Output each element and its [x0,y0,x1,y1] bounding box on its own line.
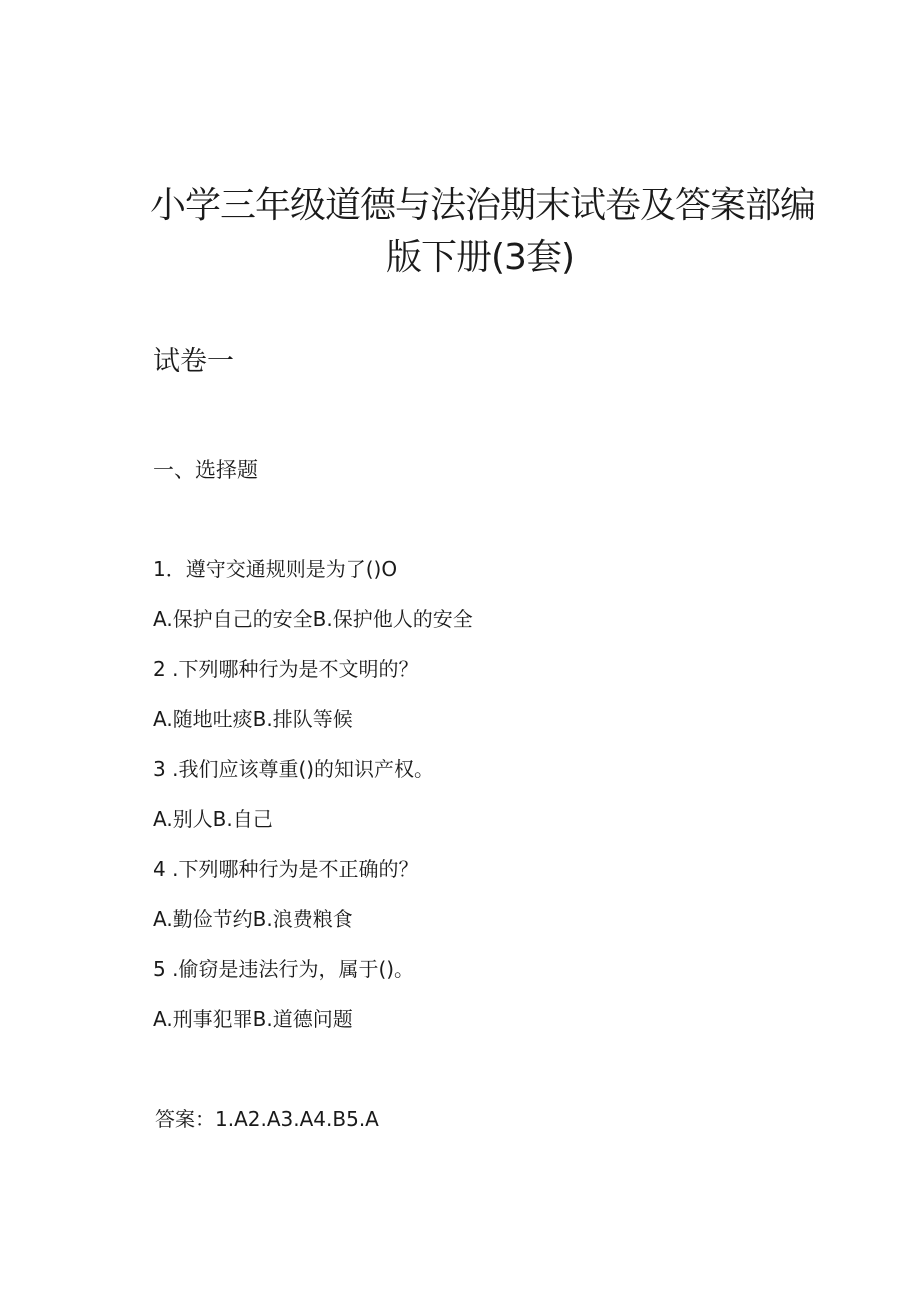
title-line-1: 小学三年级道德与法治期末试卷及答案部编 [150,185,816,226]
question-3-stem: 3 .我们应该尊重()的知识产权。 [153,757,435,781]
document-title [150,180,816,284]
title-line-2: 版下册(3套) [386,237,574,278]
question-2-options: A.随地吐痰B.排队等候 [153,707,353,731]
section-heading: 一、选择题 [153,458,258,482]
question-list [153,555,473,1055]
question-3-options: A.别人B.自己 [153,807,273,831]
question-2-stem: 2 .下列哪种行为是不文明的？ [153,657,419,681]
question-4-stem: 4 .下列哪种行为是不正确的？ [153,857,419,881]
question-5-options: A.刑事犯罪B.道德问题 [153,1007,353,1031]
answer-key: 答案：1.A2.A3.A4.B5.A [155,1107,379,1131]
question-5-stem: 5 .偷窃是违法行为，属于()。 [153,957,415,981]
question-4-options: A.勤俭节约B.浪费粮食 [153,907,353,931]
question-1-options: A.保护自己的安全B.保护他人的安全 [153,607,473,631]
question-1-stem: 1．遵守交通规则是为了()O [153,557,398,581]
exam-label: 试卷一 [153,346,234,377]
